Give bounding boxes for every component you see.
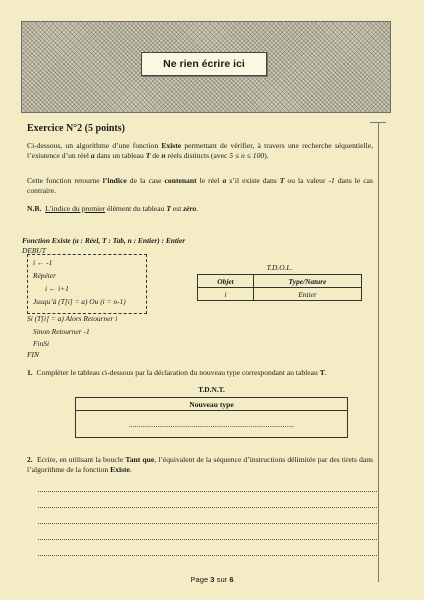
algo-line-5: Si (T[i] = a) Alors Retourner i [27,314,118,323]
algo-line-6: Sinon Retourner -1 [33,327,90,336]
text: . [129,465,132,475]
cell-type: Entier [254,288,362,301]
text: . [196,204,199,213]
algo-line-4: Jusqu’à (T[i] = a) Ou (i = n-1) [33,297,126,306]
text: dans un tableau [94,151,146,161]
text: s’il existe dans [226,176,280,185]
cell-objet: i [198,288,254,301]
algo-line-1: i ← -1 [33,258,53,267]
text: le réel [196,176,223,185]
page-number: 3 [210,575,215,584]
var-t: T [145,151,151,161]
question-1 [27,368,373,378]
text: , l’équivalent de la séquence d’instructions délimitée par des tirets dans l’algorithme de la fonction [27,455,373,475]
text: élément du tableau [105,204,167,213]
text: Ecrire, en utilisant la boucle [36,455,126,464]
no-write-banner: Ne rien écrire ici [141,52,267,76]
algo-header: Fonction Existe (a : Réel, T : Tab, n : Entier) : Entier [22,236,186,245]
emphasis: Tant que [125,455,155,464]
table-header-row [76,398,348,411]
text: Ci-dessous, un algorithme d’une fonction [27,141,162,150]
emphasis: contenant [164,176,197,185]
var-t: T [279,176,285,185]
page-total: 6 [229,575,234,584]
var-a: a [222,176,227,185]
text: ). [264,151,269,161]
text: de [150,151,162,161]
margin-line [378,122,379,582]
tdol-caption: T.D.O.L. [266,263,293,272]
answer-line-3[interactable] [38,523,377,524]
constraint: 5 ≤ n ≤ 100 [229,151,265,161]
answer-line-1[interactable] [38,491,377,492]
intro-paragraph-2 [27,176,373,197]
table-row [76,411,348,438]
nb-note [27,204,373,214]
tdol-table [197,274,362,301]
intro-paragraph-1 [27,141,373,162]
table-header-row [198,275,362,288]
function-name: Existe [110,465,130,475]
text: dans le cas contraire. [27,176,373,196]
text: Cette fonction retourne [27,176,103,185]
question-number: 1. [27,368,33,377]
question-number: 2. [27,455,33,464]
exercise-title: Exercice N°2 (5 points) [27,123,125,134]
answer-line-5[interactable] [38,555,377,556]
tdnt-table [75,397,348,438]
text: de la case [126,176,165,185]
text: L’indice du premier [45,204,106,213]
var-t: T [166,204,171,213]
answer-line-4[interactable] [38,539,377,540]
text: . [324,368,327,377]
text: est [170,204,184,213]
var-t: T [319,368,325,377]
algo-line-2: Répéter [33,271,56,280]
text: Compléter le tableau ci-dessous par la déclaration du nouveau type correspondant au tableau [36,368,320,377]
text: sur [214,575,230,584]
answer-line-2[interactable] [38,507,377,508]
var-a: a [90,151,95,161]
answer-cell[interactable]: ....................................................................................... [76,411,348,438]
tdnt-caption: T.D.N.T. [198,385,225,394]
algo-fin: FIN [27,350,39,359]
algo-debut: DEBUT [22,246,46,255]
algo-line-7: FinSi [33,339,50,348]
text: permettant de vérifier, à travers une recherche séquentielle, l’existence d’un réel [27,141,373,161]
function-name: Existe [161,141,182,150]
col-nouveau-type: Nouveau type [76,398,348,411]
nb-label: N.B. [27,204,42,213]
emphasis: zéro [183,204,197,213]
algo-line-3: i ← i+1 [45,284,69,293]
text: réels distincts (avec [165,151,230,161]
text: ou la valeur [284,176,329,185]
text: Page [190,575,211,584]
margin-tick [370,122,386,123]
col-type-nature: Type/Nature [254,275,362,288]
value: -1 [328,176,335,185]
col-objet: Objet [198,275,254,288]
emphasis: l’indice [102,176,127,185]
var-n: n [161,151,166,161]
page-footer [0,575,424,584]
table-row [198,288,362,301]
question-2 [27,455,373,476]
